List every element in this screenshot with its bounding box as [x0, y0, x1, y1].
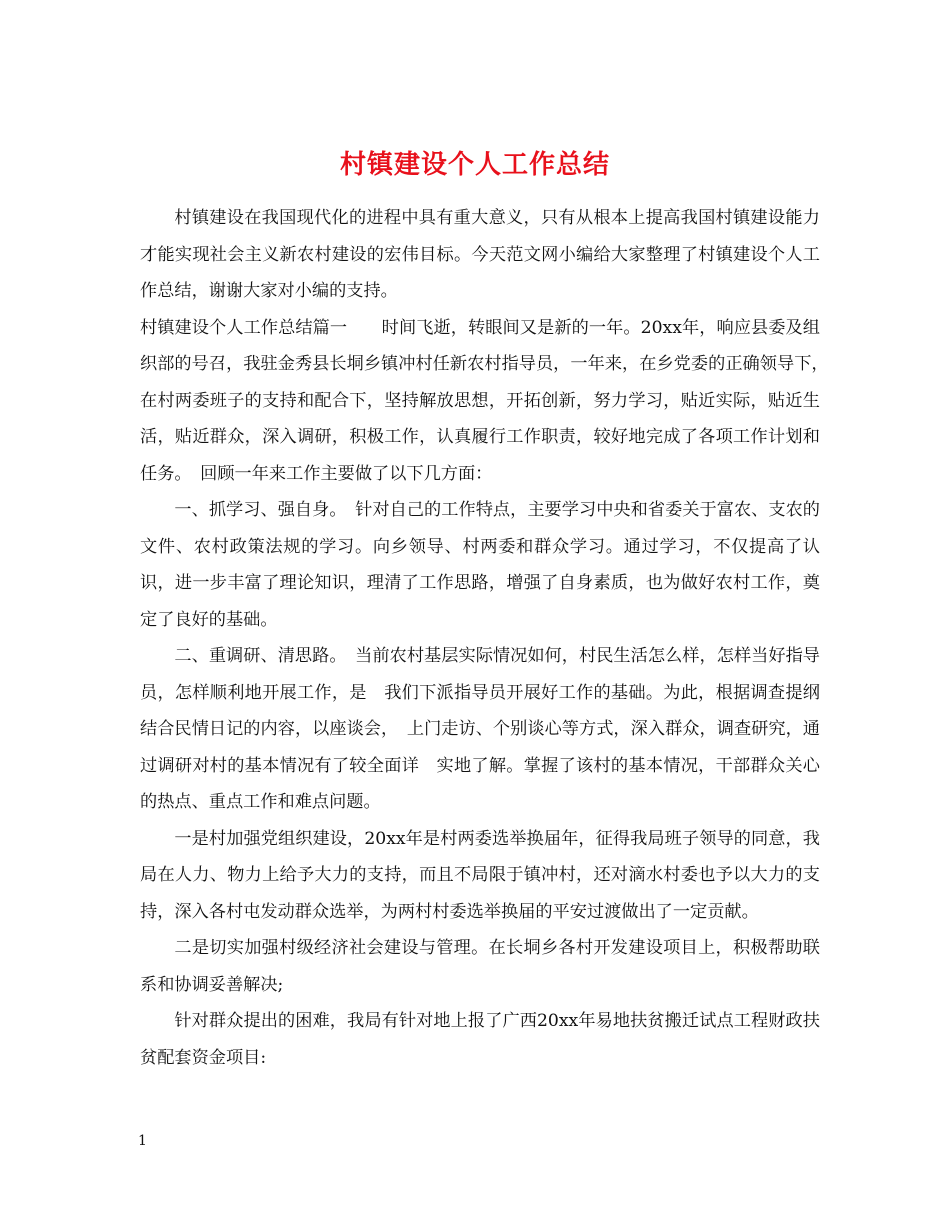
paragraph-party-building: 一是村加强党组织建设，20xx年是村两委选举换届年，征得我局班子领导的同意，我局在人力、物力上给予大力的支持，而且不局限于镇冲村，还对滴水村委也予以大力的支持，深入各村屯发动群众选举，为两村村委选举换届的平安过渡做出了一定贡献。	[140, 828, 820, 922]
page-number: 1	[138, 1133, 147, 1149]
paragraph-research: 二、重调研、清思路。 当前农村基层实际情况如何，村民生活怎么样，怎样当好指导员，怎样顺利地开展工作，是 我们下派指导员开展好工作的基础。为此，根据调查提纲结合民情日记的内容，以座谈会， 上门走访、个别谈心等方式，深入群众，调查研究，通过调研对村的基本情况有了较全面详 实地了解。掌握了该村的基本情况，干部群众关心的热点、重点工作和难点问题。	[140, 646, 820, 812]
paragraph-intro: 村镇建设在我国现代化的进程中具有重大意义，只有从根本上提高我国村镇建设能力才能实现社会主义新农村建设的宏伟目标。今天范文网小编给大家整理了村镇建设个人工作总结，谢谢大家对小编的支持。	[140, 208, 820, 301]
paragraph-poverty-project: 针对群众提出的困难，我局有针对地上报了广西20xx年易地扶贫搬迁试点工程财政扶贫配套资金项目:	[140, 1011, 820, 1068]
document-title: 村镇建设个人工作总结	[339, 150, 610, 181]
document-body	[140, 200, 838, 1076]
paragraph-section-one: 村镇建设个人工作总结篇一 时间飞逝，转眼间又是新的一年。20xx年，响应县委及组织部的号召，我驻金秀县长垌乡镇冲村任新农村指导员，一年来，在乡党委的正确领导下， 在村两委班子的支持和配合下，坚持解放思想，开拓创新，努力学习，贴近实际，贴近生活，贴近群众，深入调研，积极工作，认真履行工作职责，较好地完成了各项工作计划和任务。 回顾一年来工作主要做了以下几方面：	[140, 317, 838, 484]
paragraph-economic-building: 二是切实加强村级经济社会建设与管理。在长垌乡各村开发建设项目上，积极帮助联系和协调妥善解决;	[140, 938, 820, 995]
paragraph-study: 一、抓学习、强自身。 针对自己的工作特点，主要学习中央和省委关于富农、支农的文件、农村政策法规的学习。向乡领导、村两委和群众学习。通过学习，不仅提高了认识，进一步丰富了理论知识，理清了工作思路，增强了自身素质，也为做好农村工作，奠定了良好的基础。	[140, 500, 820, 630]
